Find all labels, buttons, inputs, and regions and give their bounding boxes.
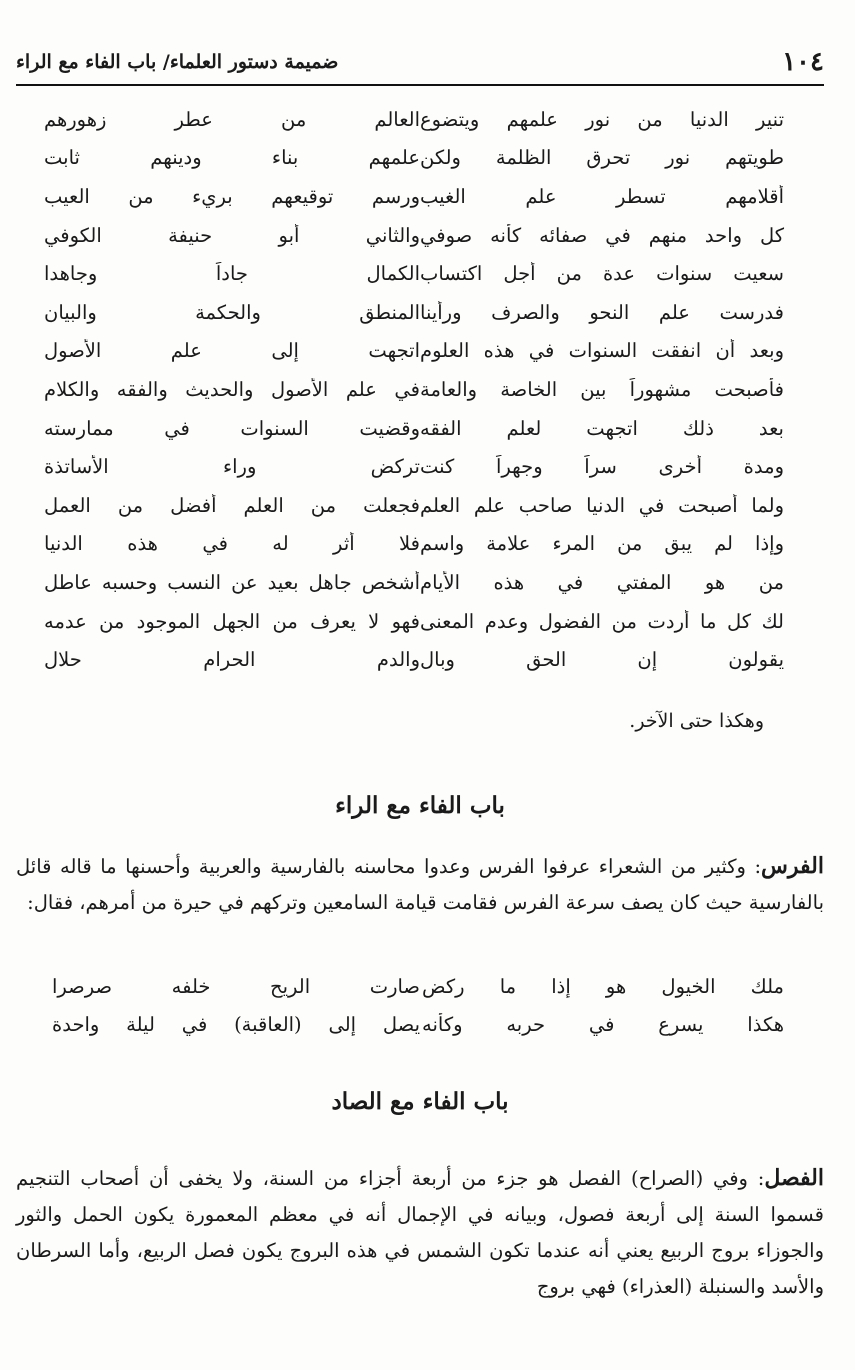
verse-row: [16, 100, 824, 139]
verse-row: [16, 447, 824, 486]
first-hemistich: ولما أصبحت في الدنيا صاحب علم العلم: [420, 493, 784, 517]
term-fasl: الفصل: [764, 1165, 824, 1191]
second-hemistich: وقضيت السنوات في ممارسته: [44, 416, 420, 440]
second-hemistich: علمهم بناء ودينهم ثابت: [44, 146, 420, 170]
first-hemistich: بعد ذلك اتجهت لعلم الفقه: [420, 416, 784, 440]
verse-row: [16, 563, 824, 602]
verse-row: [16, 139, 824, 178]
verse-row: [16, 525, 824, 564]
first-hemistich: وبعد أن انفقت السنوات في هذه العلوم: [420, 339, 784, 363]
first-hemistich: وإذا لم يبق من المرء علامة واسم: [420, 532, 784, 556]
second-hemistich: تركض وراء الأساتذة: [44, 455, 420, 479]
second-hemistich: فهو لا يعرف من الجهل الموجود من عدمه: [44, 609, 420, 633]
first-hemistich: ملك الخيول هو إذا ما ركض: [422, 974, 784, 998]
verse-row: [16, 254, 824, 293]
second-hemistich: في علم الأصول والحديث والفقه والكلام: [44, 377, 420, 401]
paragraph-fasl-text: : وفي (الصراح) الفصل هو جزء من أربعة أجزاء من السنة، ولا يخفى أن أصحاب التنجيم قسموا السنة إلى أربعة فصول، وبيانه في الإجمال أنه في معظم المعمورة يكون الحمل والثور والجوزاء بروج الربيع يعني أنه عندما تكون الشمس في هذه البروج يكون فصل الربيع، وأما السرطان والأسد والسنبلة (العذراء) فهي بروج: [16, 1167, 824, 1298]
section-title-sad: باب الفاء مع الصاد: [331, 1088, 509, 1115]
first-hemistich: لك كل ما أردت من الفضول وعدم المعنى: [420, 609, 784, 633]
first-hemistich: تنير الدنيا من نور علمهم ويتضوع: [420, 107, 784, 131]
faras-verses: [16, 967, 824, 1043]
first-hemistich: فدرست علم النحو والصرف ورأينا: [420, 300, 784, 324]
first-hemistich: ومدة أخرى سراً وجهراً كنت: [420, 455, 784, 479]
verse-row: [16, 1005, 824, 1043]
first-hemistich: طويتهم نور تحرق الظلمة ولكن: [420, 146, 784, 170]
second-hemistich: العالم من عطر زهورهم: [44, 107, 420, 131]
verse-row: [16, 640, 824, 679]
verse-row: [16, 216, 824, 255]
paragraph-faras: [16, 848, 824, 921]
second-hemistich: والثاني أبو حنيفة الكوفي: [44, 223, 420, 247]
verse-row: [16, 486, 824, 525]
second-hemistich: اتجهت إلى علم الأصول: [44, 339, 420, 363]
first-hemistich: أقلامهم تسطر علم الغيب: [420, 184, 784, 208]
verse-row: [16, 409, 824, 448]
closing-line: وهكذا حتى الآخر.: [629, 710, 764, 732]
verse-row: [16, 967, 824, 1005]
book-page: [16, 30, 824, 1350]
verse-row: [16, 293, 824, 332]
second-hemistich: أشخص جاهل بعيد عن النسب وحسبه عاطل: [44, 570, 420, 594]
first-hemistich: سعيت سنوات عدة من أجل اكتساب: [420, 262, 784, 286]
paragraph-faras-text: : وكثير من الشعراء عرفوا الفرس وعدوا محاسنه بالفارسية والعربية وأحسنها ما قاله قائل بالفارسية حيث كان يصف سرعة الفرس فقامت قيامة السامعين وتركهم في حيرة من أمرهم، فقال:: [16, 855, 824, 914]
second-hemistich: الكمال جاداً وجاهدا: [44, 262, 420, 286]
page-header: [16, 40, 824, 86]
first-hemistich: هكذا يسرع في حربه وكأنه: [422, 1012, 784, 1036]
first-hemistich: من هو المفتي في هذه الأيام: [420, 570, 784, 594]
first-hemistich: كل واحد منهم في صفائه كأنه صوفي: [420, 223, 784, 247]
poem: [16, 100, 824, 679]
second-hemistich: صارت الريح خلفه صرصرا: [52, 974, 420, 998]
verse-row: [16, 332, 824, 371]
second-hemistich: يصل إلى (العاقبة) في ليلة واحدة: [52, 1012, 420, 1036]
running-title: ضميمة دستور العلماء/ باب الفاء مع الراء: [16, 51, 339, 73]
section-title-ra: باب الفاء مع الراء: [335, 792, 505, 819]
page-number: ١٠٤: [782, 47, 824, 77]
second-hemistich: المنطق والحكمة والبيان: [44, 300, 420, 324]
verse-row: [16, 370, 824, 409]
paragraph-fasl: [16, 1160, 824, 1305]
first-hemistich: يقولون إن الحق وبال: [420, 648, 784, 672]
second-hemistich: ورسم توقيعهم بريء من العيب: [44, 184, 420, 208]
second-hemistich: فجعلت من العلم أفضل من العمل: [44, 493, 420, 517]
second-hemistich: فلا أثر له في هذه الدنيا: [44, 532, 420, 556]
second-hemistich: والدم الحرام حلال: [44, 648, 420, 672]
verse-row: [16, 602, 824, 641]
first-hemistich: فأصبحت مشهوراً بين الخاصة والعامة: [420, 377, 784, 401]
verse-row: [16, 177, 824, 216]
term-faras: الفرس: [761, 853, 824, 879]
